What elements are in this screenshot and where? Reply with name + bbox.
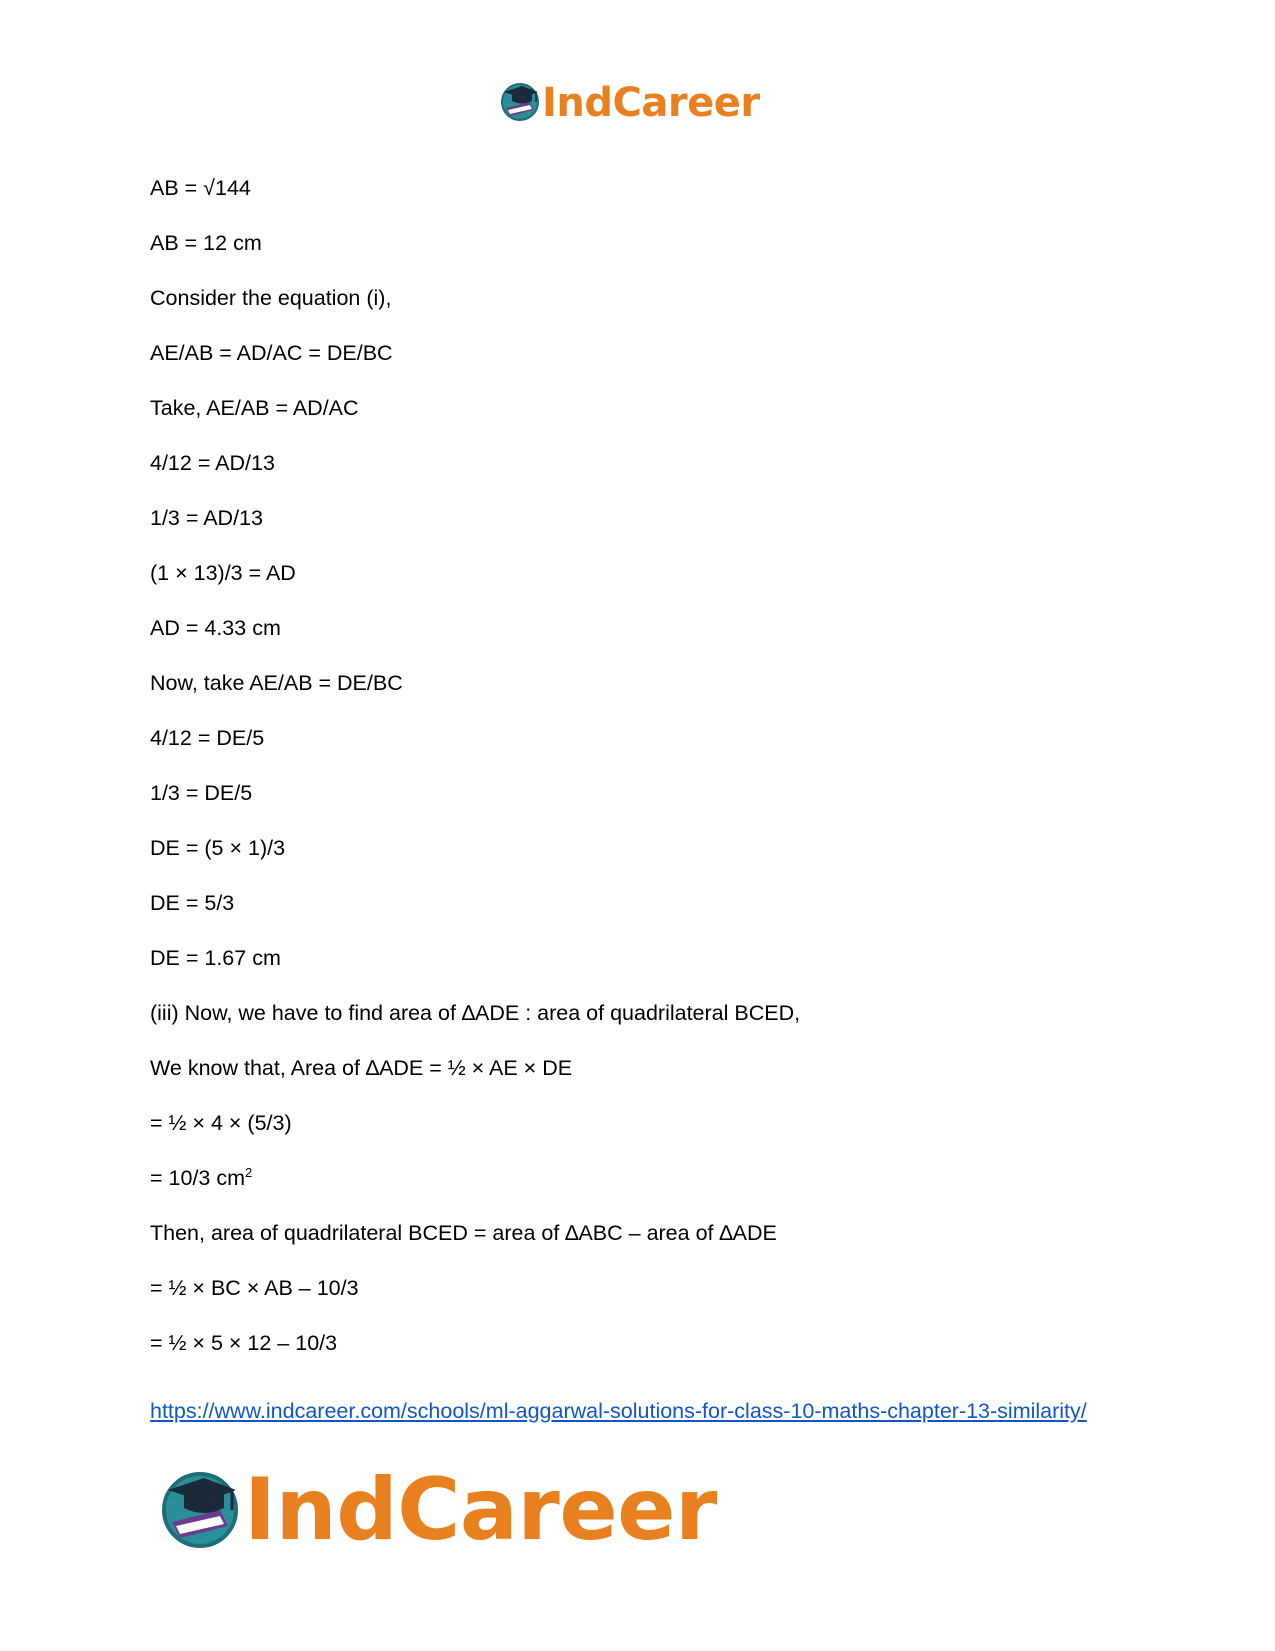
superscript: 2 bbox=[245, 1164, 253, 1180]
header-logo bbox=[500, 78, 760, 128]
text-line: = ½ × 5 × 12 – 10/3 bbox=[150, 1331, 338, 1355]
text-line: Consider the equation (i), bbox=[150, 286, 392, 310]
text-line: AB = √144 bbox=[150, 176, 251, 200]
text-line: Take, AE/AB = AD/AC bbox=[150, 396, 359, 420]
graduation-cap-book-icon bbox=[500, 80, 540, 127]
text-line: DE = 1.67 cm bbox=[150, 946, 281, 970]
text-line: AE/AB = AD/AC = DE/BC bbox=[150, 341, 393, 365]
brand-name: IndCareer bbox=[542, 80, 760, 126]
text-line: AD = 4.33 cm bbox=[150, 616, 281, 640]
document-body bbox=[150, 175, 1130, 1385]
brand-name: IndCareer bbox=[244, 1460, 717, 1560]
footer-logo bbox=[160, 1460, 717, 1560]
text-line-main: = 10/3 cm bbox=[150, 1166, 246, 1190]
text-line: We know that, Area of ∆ADE = ½ × AE × DE bbox=[150, 1056, 573, 1080]
text-line: Now, take AE/AB = DE/BC bbox=[150, 671, 403, 695]
text-line: (iii) Now, we have to find area of ∆ADE : area of quadrilateral BCED, bbox=[150, 1001, 801, 1025]
text-line: 1/3 = AD/13 bbox=[150, 506, 263, 530]
text-line: DE = 5/3 bbox=[150, 891, 235, 915]
text-line: = ½ × 4 × (5/3) bbox=[150, 1111, 292, 1135]
text-line: 1/3 = DE/5 bbox=[150, 781, 253, 805]
text-line: AB = 12 cm bbox=[150, 231, 262, 255]
text-line: (1 × 13)/3 = AD bbox=[150, 561, 296, 585]
text-line: = ½ × BC × AB – 10/3 bbox=[150, 1276, 359, 1300]
text-line: 4/12 = AD/13 bbox=[150, 451, 275, 475]
source-link[interactable]: https://www.indcareer.com/schools/ml-aggarwal-solutions-for-class-10-maths-chapter-13-similarity/ bbox=[150, 1399, 1087, 1423]
text-line-with-superscript bbox=[150, 1165, 1130, 1191]
text-line: DE = (5 × 1)/3 bbox=[150, 836, 286, 860]
graduation-cap-book-icon bbox=[160, 1466, 240, 1555]
text-line: Then, area of quadrilateral BCED = area of ∆ABC – area of ∆ADE bbox=[150, 1221, 777, 1245]
text-line: 4/12 = DE/5 bbox=[150, 726, 265, 750]
